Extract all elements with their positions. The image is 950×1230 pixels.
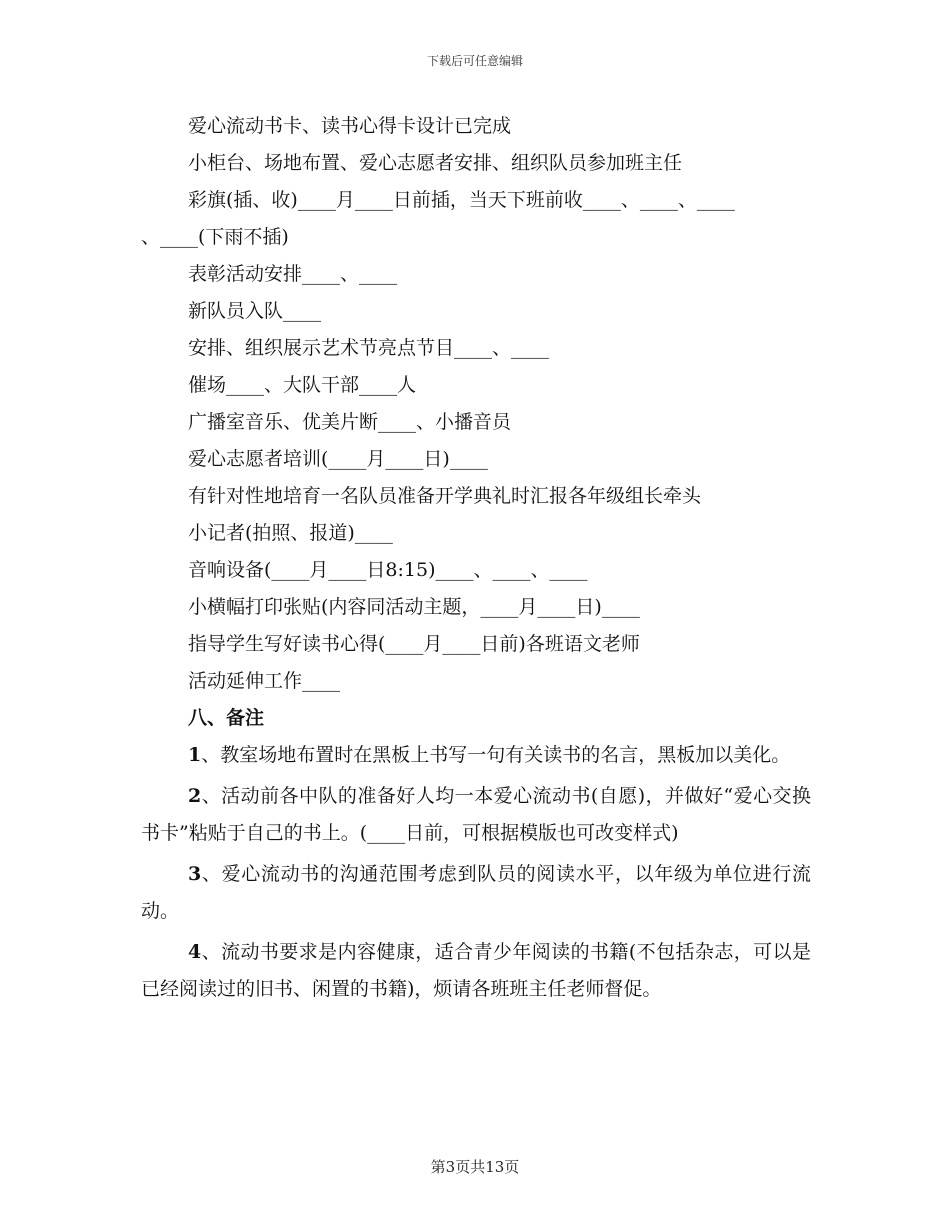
- note-number: 1: [188, 744, 202, 766]
- task-line: 活动延伸工作____: [188, 670, 341, 692]
- task-line: 彩旗(插、收)____月____日前插，当天下班前收____、____、____: [188, 189, 735, 211]
- note-paragraph: [141, 934, 811, 1008]
- task-line: 有针对性地培育一名队员准备开学典礼时汇报各年级组长牵头: [188, 485, 702, 507]
- task-line: 小记者(拍照、报道)____: [188, 522, 393, 544]
- task-line: 催场____、大队干部____人: [188, 374, 417, 396]
- section-heading: 八、备注: [188, 707, 265, 729]
- note-number: 2: [188, 785, 202, 807]
- note-number: 4: [188, 941, 202, 963]
- task-line: 表彰活动安排____、____: [188, 263, 398, 285]
- note-text: 、流动书要求是内容健康，适合青少年阅读的书籍(不包括杂志，可以是已经阅读过的旧书、闲置的书籍)，烦请各班班主任老师督促。: [141, 941, 811, 1000]
- task-line: 新队员入队____: [188, 300, 322, 322]
- task-line-continuation: 、____(下雨不插): [141, 226, 289, 248]
- task-line: 爱心志愿者培训(____月____日)____: [188, 448, 488, 470]
- task-line: 音响设备(____月____日8:15)____、____、____: [188, 559, 588, 581]
- note-paragraph: [141, 856, 811, 930]
- task-line: 小横幅打印张贴(内容同活动主题，____月____日)____: [188, 596, 640, 618]
- task-line: 安排、组织展示艺术节亮点节目____、____: [188, 337, 550, 359]
- note-paragraph: [141, 737, 811, 774]
- note-text: 、活动前各中队的准备好人均一本爱心流动书(自愿)，并做好“爱心交换书卡”粘贴于自己的书上。(____日前，可根据模版也可改变样式): [141, 785, 811, 844]
- note-text: 、爱心流动书的沟通范围考虑到队员的阅读水平，以年级为单位进行流动。: [141, 863, 811, 922]
- note-text: 、教室场地布置时在黑板上书写一句有关读书的名言，黑板加以美化。: [201, 744, 791, 766]
- note-paragraph: [141, 778, 811, 852]
- task-line: 广播室音乐、优美片断____、小播音员: [188, 411, 512, 433]
- page-header: 下载后可任意编辑: [426, 54, 523, 68]
- task-line: 爱心流动书卡、读书心得卡设计已完成: [188, 115, 512, 137]
- page-number: 第3页共13页: [430, 1158, 520, 1176]
- task-line: 小柜台、场地布置、爱心志愿者安排、组织队员参加班主任: [188, 152, 683, 174]
- document-body: [141, 108, 811, 1012]
- note-number: 3: [188, 863, 202, 885]
- task-line: 指导学生写好读书心得(____月____日前)各班语文老师: [188, 633, 640, 655]
